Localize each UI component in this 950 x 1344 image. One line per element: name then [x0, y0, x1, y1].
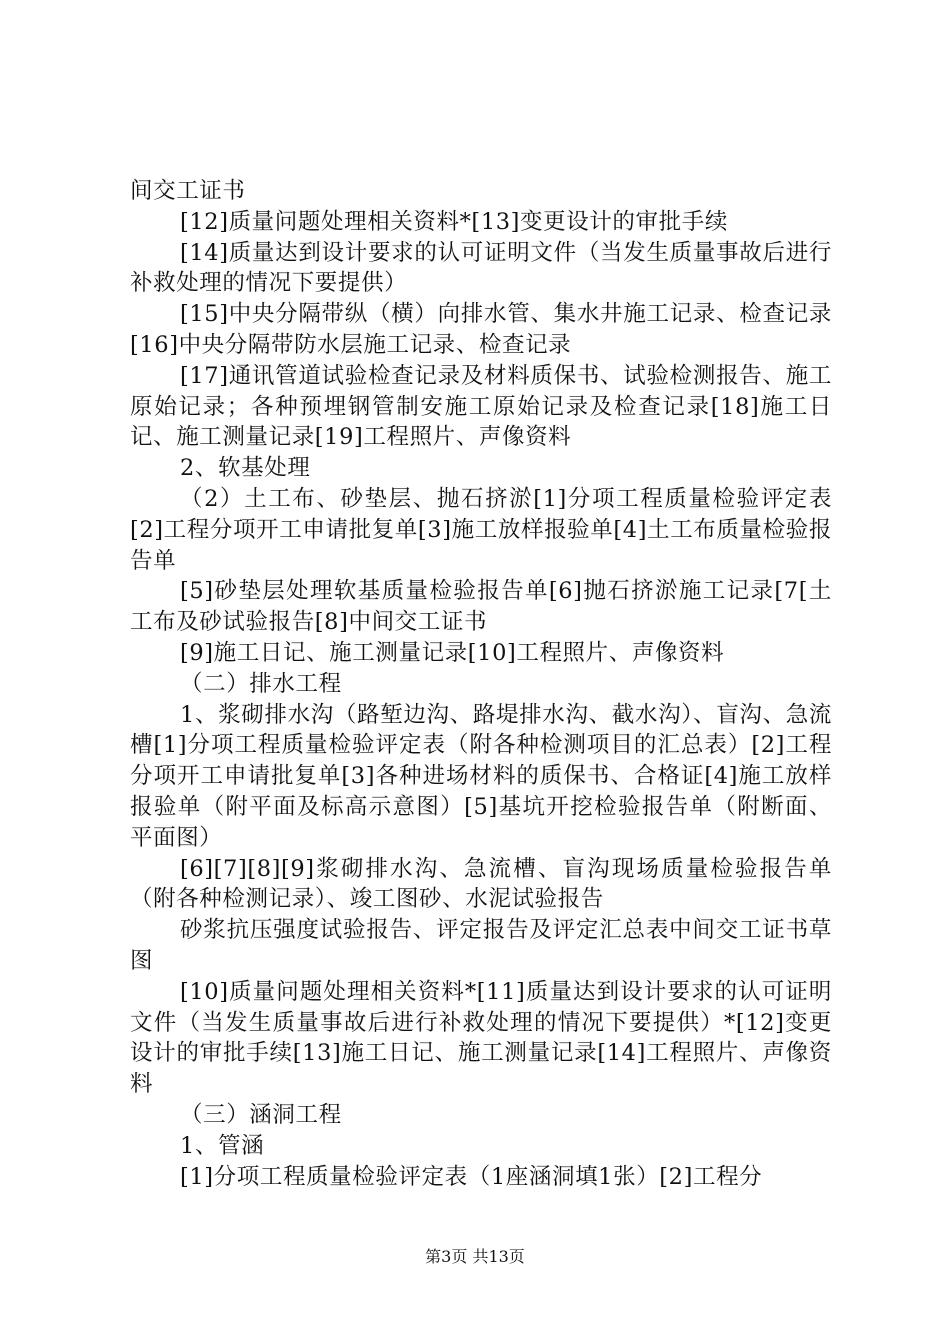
paragraph: 砂浆抗压强度试验报告、评定报告及评定汇总表中间交工证书草图 — [130, 917, 832, 974]
paragraph: 2、软基处理 — [180, 455, 311, 482]
paragraph: [9]施工日记、施工测量记录[10]工程照片、声像资料 — [180, 639, 725, 666]
paragraph: [10]质量问题处理相关资料*[11]质量达到设计要求的认可证明文件（当发生质量事故后进行补救处理的情况下要提供）*[12]变更设计的审批手续[13]施工日记、施工测量记录[14]工程照片、声像资料 — [130, 978, 832, 1098]
paragraph: [6][7][8][9]浆砌排水沟、急流槽、盲沟现场质量检验报告单（附各种检测记录）、竣工图砂、水泥试验报告 — [130, 855, 832, 913]
paragraph: 间交工证书 — [130, 178, 246, 204]
paragraph: （2）土工布、砂垫层、抛石挤淤[1]分项工程质量检验评定表[2]工程分项开工申请批复单[3]施工放样报验单[4]土工布质量检验报告单 — [130, 485, 832, 574]
paragraph: [15]中央分隔带纵（横）向排水管、集水井施工记录、检查记录[16]中央分隔带防水层施工记录、检查记录 — [130, 301, 832, 358]
paragraph: [5]砂垫层处理软基质量检验报告单[6]抛石挤淤施工记录[7[土工布及砂试验报告[8]中间交工证书 — [130, 578, 832, 636]
paragraph: （二）排水工程 — [180, 670, 342, 697]
document-body — [130, 176, 832, 1192]
page-footer: 第3页 共13页 — [425, 1247, 525, 1266]
paragraph: （三）涵洞工程 — [180, 1101, 342, 1128]
paragraph: 1、管涵 — [180, 1132, 265, 1159]
paragraph: [12]质量问题处理相关资料*[13]变更设计的审批手续 — [180, 208, 728, 235]
paragraph: [14]质量达到设计要求的认可证明文件（当发生质量事故后进行补救处理的情况下要提供） — [130, 239, 832, 297]
paragraph: [17]通讯管道试验检查记录及材料质保书、试验检测报告、施工原始记录；各种预埋钢管制安施工原始记录及检查记录[18]施工日记、施工测量记录[19]工程照片、声像资料 — [130, 362, 832, 451]
paragraph: [1]分项工程质量检验评定表（1座涵洞填1张）[2]工程分 — [180, 1163, 763, 1190]
paragraph: 1、浆砌排水沟（路堑边沟、路堤排水沟、截水沟）、盲沟、急流槽[1]分项工程质量检验评定表（附各种检测项目的汇总表）[2]工程分项开工申请批复单[3]各种进场材料的质保书、合格证[4]施工放样报验单（附平面及标高示意图）[5]基坑开挖检验报告单（附断面、平面图） — [130, 701, 832, 851]
